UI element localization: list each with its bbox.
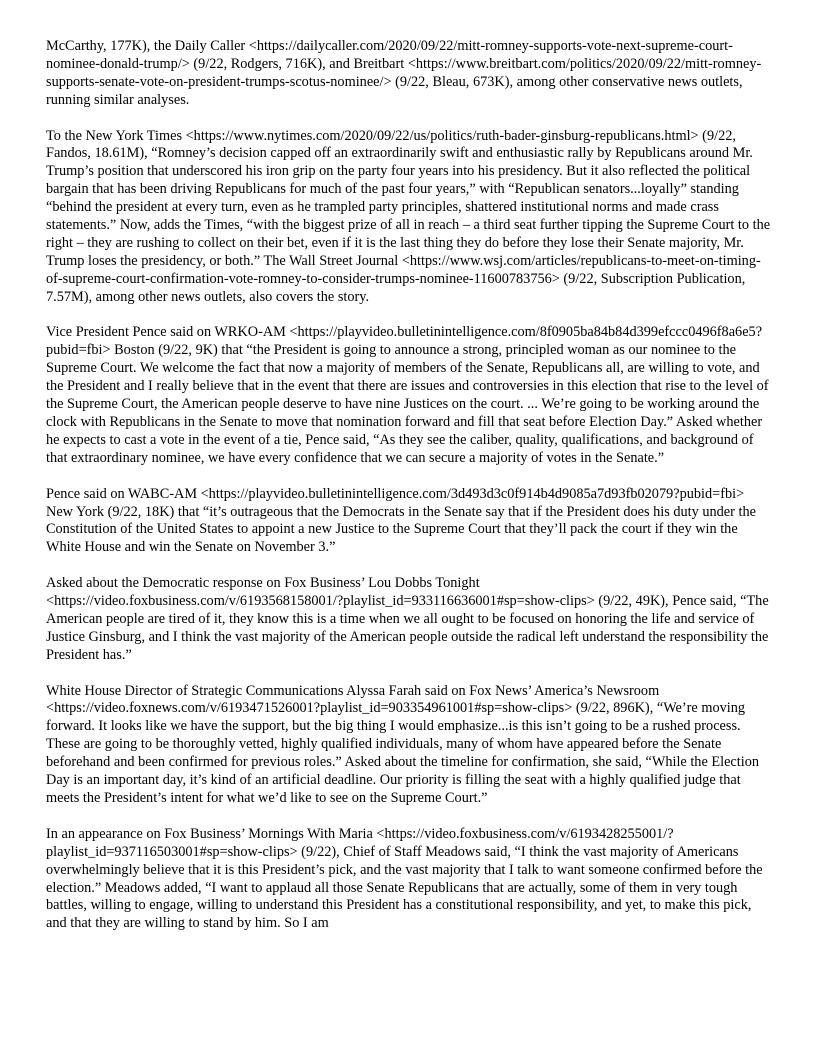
- paragraph-pence-wabc: Pence said on WABC-AM <https://playvideo.bulletinintelligence.com/3d493d3c0f914b4d9085a7d93fb02079?pubid=fbi> New York (9/22, 18K) that “it’s outrageous that the Democrats in the Senate say that if the President does his duty under the Constitution of the United States to appoint a new Justice to the Supreme Court that they’ll pack the court if they win the White House and win the Senate on November 3.”: [46, 485, 756, 556]
- paragraph-conservative-outlets: McCarthy, 177K), the Daily Caller <https://dailycaller.com/2020/09/22/mitt-romney-supports-vote-next-supreme-court-nominee-donald-trump/> (9/22, Rodgers, 716K), and Breitbart <https://www.breitbart.com/politics/2020/09/22/mitt-romney-supports-senate-vote-on-president-trumps-scotus-nominee/> (9/22, Bleau, 673K), among other conservative news outlets, running similar analyses.: [46, 38, 762, 108]
- paragraph-new-york-times: To the New York Times <https://www.nytimes.com/2020/09/22/us/politics/ruth-bader-ginsburg-republicans.html> (9/22, Fandos, 18.61M), “Romney’s decision capped off an extraordinarily swift and enthusiastic rally by Republicans around Mr. Trump’s position that underscored his iron grip on the party four years into his presidency. But it also reflected the political bargain that has been driving Republicans for much of the past four years,” with “Republican senators...loyally” standing “behind the president at every turn, even as he trampled party principles, shattered institutional norms and made crass statements.” Now, adds the Times, “with the biggest prize of all in reach – a third seat further tipping the Supreme Court to the right – they are rushing to collect on their bet, even if it is the last thing they do before they lose their Senate majority, Mr. Trump loses the presidency, or both.” The Wall Street Journal <https://www.wsj.com/articles/republicans-to-meet-on-timing-of-supreme-court-confirmation-vote-romney-to-consider-trumps-nominee-11600783756> (9/22, Subscription Publication, 7.57M), among other news outlets, also covers the story.: [46, 127, 771, 305]
- paragraph-pence-wrko: Vice President Pence said on WRKO-AM <https://playvideo.bulletinintelligence.com/8f0905ba84b84d399efccc0496f8a6e5?pubid=fbi> Boston (9/22, 9K) that “the President is going to announce a strong, principled woman as our nominee to the Supreme Court. We welcome the fact that now a majority of members of the Senate, Republicans all, are willing to vote, and the President and I really believe that in the event that there are issues and controversies in this election that rise to the level of the Supreme Court, the American people deserve to have nine Justices on the court. ... We’re going to be working around the clock with Republicans in the Senate to move that nomination forward and fill that seat before Election Day.” Asked whether he expects to cast a vote in the event of a tie, Pence said, “As they see the caliber, quality, qualifications, and background of that extraordinary nominee, we have every confidence that we can secure a majority of votes in the Senate.”: [46, 324, 769, 466]
- paragraph-meadows: In an appearance on Fox Business’ Mornings With Maria <https://video.foxbusiness.com/v/6193428255001/?playlist_id=937116503001#sp=show-clips> (9/22), Chief of Staff Meadows said, “I think the vast majority of Americans overwhelmingly believe that it is this President’s pick, and the vast majority that I talk to want someone confirmed before the election.” Meadows added, “I want to applaud all those Senate Republicans that are actually, some of them in very tough battles, willing to engage, willing to understand this President has a constitutional responsibility, and yet, to make this pick, and that they are willing to stand by him. So I am: [46, 825, 763, 932]
- document-page: [46, 38, 774, 951]
- paragraph-lou-dobbs: Asked about the Democratic response on Fox Business’ Lou Dobbs Tonight <https://video.foxbusiness.com/v/6193568158001/?playlist_id=933116636001#sp=show-clips> (9/22, 49K), Pence said, “The American people are tired of it, they know this is a time when we all ought to be focused on honoring the life and service of Justice Ginsburg, and I think the vast majority of the American people outside the radical left understand the responsibility the President has.”: [46, 575, 769, 663]
- paragraph-alyssa-farah: White House Director of Strategic Communications Alyssa Farah said on Fox News’ America’s Newsroom <https://video.foxnews.com/v/6193471526001?playlist_id=903354961001#sp=show-clips> (9/22, 896K), “We’re moving forward. It looks like we have the support, but the big thing I would emphasize...is this isn’t going to be a rushed process. These are going to be thoroughly vetted, highly qualified individuals, many of whom have appeared before the Senate beforehand and been confirmed for previous roles.” Asked about the timeline for confirmation, she said, “While the Election Day is an important day, it’s kind of an artificial deadline. Our priority is filling the seat with a highly qualified judge that meets the President’s intent for what we’d like to see on the Supreme Court.”: [46, 682, 760, 806]
